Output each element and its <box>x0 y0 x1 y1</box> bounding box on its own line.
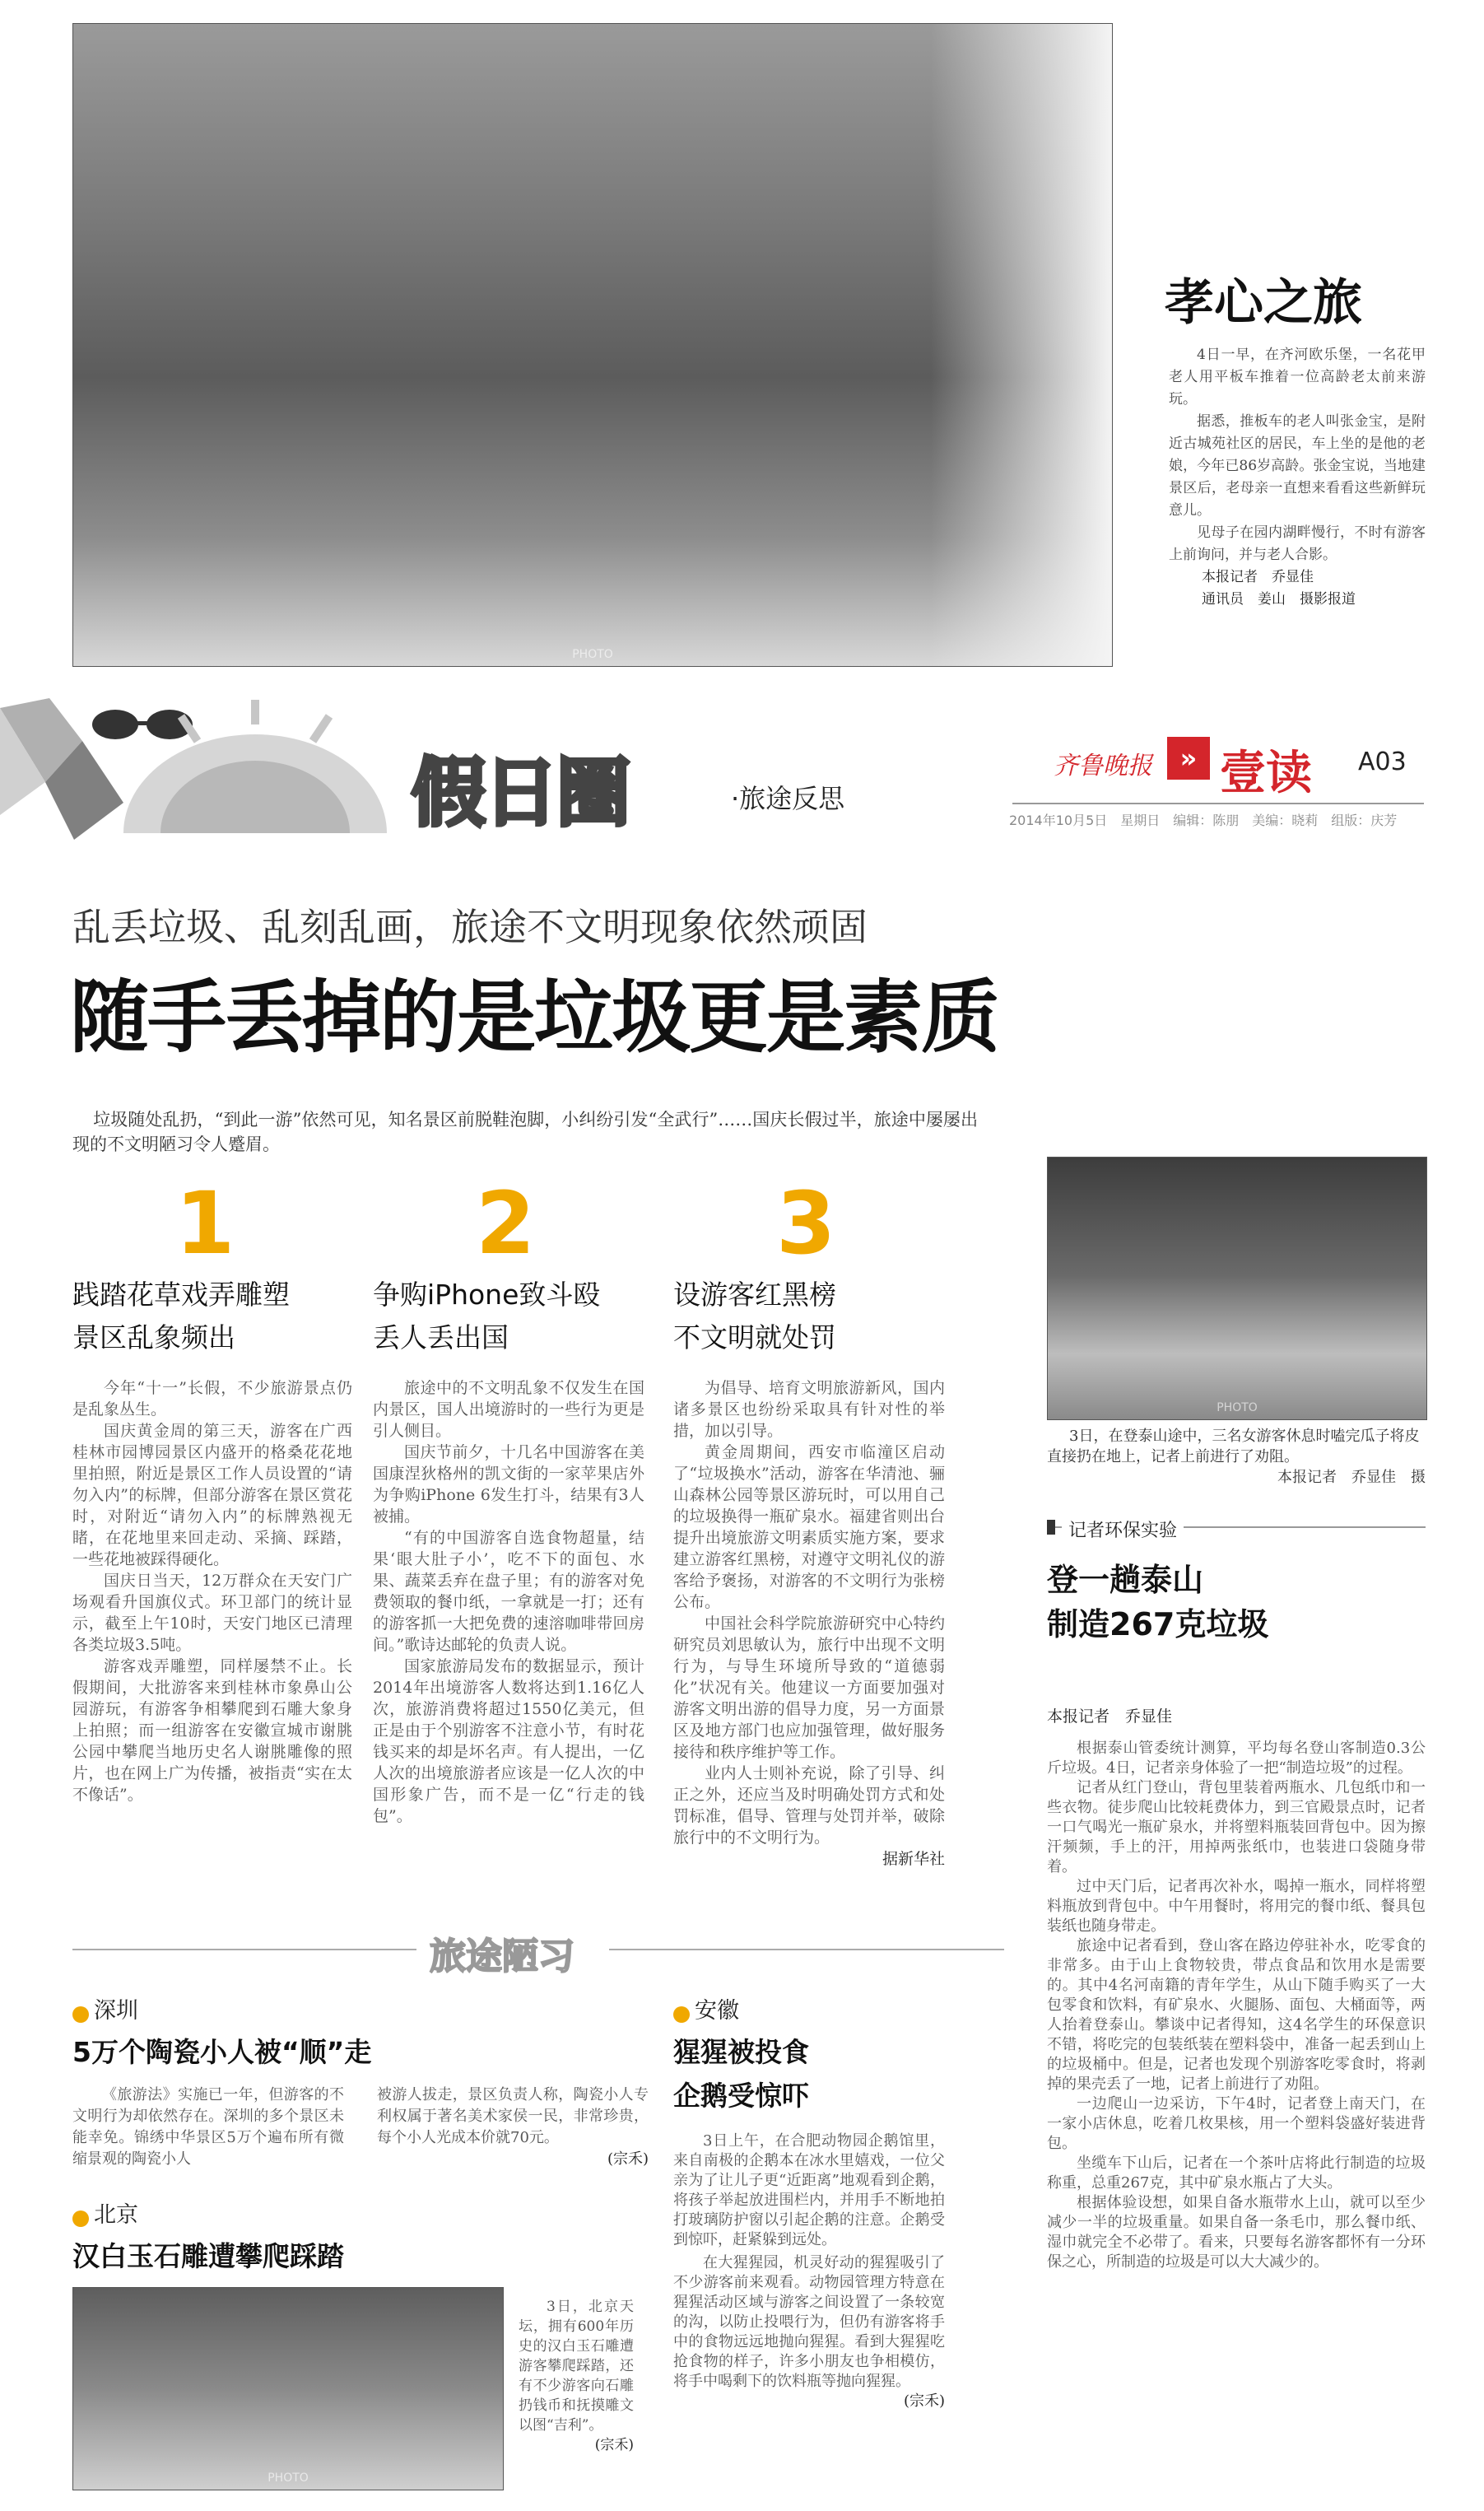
side-label-bar <box>1047 1520 1055 1535</box>
brief-text: 被游人拔走，景区负责人称，陶瓷小人专利权属于著名美术家侯一民，非常珍贵，每个小人光成本价就70元。 <box>377 2086 649 2146</box>
top-story-paragraph: 据悉，推板车的老人叫张金宝，是附近古城苑社区的居民，车上坐的是他的老娘，今年已86岁高龄。张金宝说，当地建景区后，老母亲一直想来看看这些新鲜玩意儿。 <box>1169 413 1426 519</box>
side-byline: 本报记者 乔显佳 <box>1047 1707 1173 1726</box>
side-paragraph: 坐缆车下山后，记者在一个茶叶店将此行制造的垃圾称重，总重267克，其中矿泉水瓶占了大头。 <box>1047 2155 1426 2192</box>
section-paragraph: 国庆日当天，12万群众在天安门广场观看升国旗仪式。环卫部门的统计显示，截至上午10时，天安门地区已清理各类垃圾3.5吨。 <box>72 1572 352 1654</box>
section-paragraph: “有的中国游客自选食物超量，结果‘眼大肚子小’，吃不下的面包、水果、蔬菜丢弃在盘子里；有的游客对免费领取的餐巾纸，一拿就是一打；还有的游客抓一大把免费的速溶咖啡带回房间。”歌诗达邮轮的负责人说。 <box>373 1529 644 1654</box>
brief-region <box>72 2197 649 2229</box>
brief-credit: (宗禾) <box>594 2437 634 2453</box>
brief-region-name: 安徽 <box>695 1998 739 2024</box>
section-title-line: 丢人丢出国 <box>373 1321 509 1353</box>
brief-text: 3日上午，在合肥动物园企鹅馆里，来自南极的企鹅本在冰水里嬉戏，一位父亲为了让儿子更“近距离”地观看到企鹅，将孩子举起放进围栏内，并用手不断地拍打玻璃防护窗以引起企鹅的注意。企鹅受到惊吓，赶紧躲到远处。 <box>673 2132 945 2248</box>
top-story-paragraph: 4日一早，在齐河欧乐堡，一名花甲老人用平板车推着一位高龄老太前来游玩。 <box>1169 347 1426 408</box>
section-paragraph: 游客戏弄雕塑，同样屡禁不止。长假期间，大批游客来到桂林市象鼻山公园游玩，有游客争相攀爬到石雕大象身上拍照；而一组游客在安徽宣城市谢朓公园中攀爬当地历史名人谢朓雕像的照片，也在网上广为传播，被指责“实在太不像话”。 <box>72 1657 352 1804</box>
section-paragraph: 国家旅游局发布的数据显示，预计2014年出境游客人数将达到1.16亿人次，旅游消费将超过1550亿美元，但正是由于个别游客不注意小节，有时花钱买来的却是坏名声。有人提出，一亿人次的出境旅游者应该是一亿人次的中国形象广告，而不是一亿“行走的钱包”。 <box>373 1657 644 1825</box>
section-number: 2 <box>476 1173 536 1274</box>
bottom-label-rule-left <box>72 1949 416 1950</box>
side-paragraph: 记者从红门登山，背包里装着两瓶水、几包纸巾和一些衣物。徒步爬山比较耗费体力，到三官殿景点时，记者一口气喝光一瓶矿泉水，并将塑料瓶装回背包中。因为擦汗频频，手上的汗，用掉两张纸巾，也装进口袋随身带着。 <box>1047 1779 1426 1875</box>
side-photo-caption-text: 3日，在登泰山途中，三名女游客休息时嗑完瓜子将皮直接扔在地上，记者上前进行了劝阻。 <box>1047 1428 1420 1465</box>
top-story-credit: 通讯员 姜山 摄影报道 <box>1202 591 1356 608</box>
brief-body <box>673 2131 945 2411</box>
brief-region-name: 深圳 <box>94 1998 138 2024</box>
section-paragraph: 国庆黄金周的第三天，游客在广西桂林市园博园景区内盛开的格桑花花地里拍照，附近是景区工作人员设置的“请勿入内”的标牌，但部分游客在景区赏花时，对附近“请勿入内”的标牌熟视无睹，在花地里来回走动、采摘、踩踏，一些花地被踩得硬化。 <box>72 1422 352 1568</box>
top-story-paragraph: 见母子在园内湖畔慢行，不时有游客上前询问，并与老人合影。 <box>1169 524 1426 563</box>
side-paragraph: 过中天门后，记者再次补水，喝掉一瓶水，同样将塑料瓶放到背包中。中午用餐时，将用完的餐巾纸、餐具包装纸也随身带走。 <box>1047 1878 1426 1935</box>
section-body <box>373 1377 644 1827</box>
side-photo-credit: 本报记者 乔显佳 摄 <box>1277 1469 1426 1486</box>
brief-text: 3日，北京天坛，拥有600年历史的汉白玉石雕遭游客攀爬踩踏，还有不少游客向石雕扔钱币和抚摸雕文以图“吉利”。 <box>519 2299 634 2434</box>
section-1 <box>72 1173 352 1805</box>
brief-region <box>72 1992 649 2024</box>
brief-title: 汉白玉石雕遭攀爬踩踏 <box>72 2240 344 2272</box>
section-paragraph: 为倡导、培育文明旅游新风，国内诸多景区也纷纷采取具有针对性的举措，加以引导。 <box>673 1379 945 1440</box>
masthead-sun-umbrella-graphic <box>0 692 428 840</box>
section-title-line: 争购iPhone致斗殴 <box>373 1279 601 1311</box>
side-paragraph: 根据泰山管委统计测算，平均每名登山客制造0.3公斤垃圾。4日，记者亲身体验了一把“制造垃圾”的过程。 <box>1047 1740 1426 1777</box>
region-dot-icon <box>72 2211 89 2227</box>
brief-text: 《旅游法》实施已一年，但游客的不文明行为却依然存在。深圳的多个景区未能幸免。锦绣中华景区5万个遍布所有微缩景观的陶瓷小人 <box>72 2086 344 2168</box>
beijing-body <box>519 2297 634 2455</box>
side-body <box>1047 1739 1426 2272</box>
subsection-title: ·旅途反思 <box>731 783 845 814</box>
side-title-line: 制造267克垃圾 <box>1047 1606 1269 1642</box>
brief-region <box>673 1992 945 2024</box>
top-story-byline: 本报记者 乔显佳 <box>1202 569 1314 585</box>
side-paragraph: 根据体验设想，如果自备水瓶带水上山，就可以至少减少一半的垃圾重量。如果自备一条毛巾，那么餐巾纸、湿巾就完全不必带了。看来，只要每名游客都怀有一分环保之心，所制造的垃圾是可以大大减少的。 <box>1047 2194 1426 2271</box>
brief-title-line: 企鹅受惊吓 <box>673 2080 809 2112</box>
top-photo: PHOTO <box>72 23 1113 667</box>
section-title-line: 不文明就处罚 <box>673 1321 836 1353</box>
side-photo-caption <box>1047 1426 1426 1488</box>
tag-chevron-icon: » <box>1167 737 1210 780</box>
brief-body <box>72 2085 649 2170</box>
section-title-line: 设游客红黑榜 <box>673 1279 836 1311</box>
section-title-line: 景区乱象频出 <box>72 1321 235 1353</box>
brief-title: 5万个陶瓷小人被“顺”走 <box>72 2036 372 2068</box>
brief-title-line: 猩猩被投食 <box>673 2036 809 2068</box>
side-paragraph: 旅途中记者看到，登山客在路边停驻补水，吃零食的非常多。由于山上食物较贵，带点食品和饮用水是需要的。其中4名河南籍的青年学生，从山下随手购买了一大包零食和饮料，有矿泉水、火腿肠、面包、大桶面等，两人抬着登泰山。攀谈中记者得知，这4名学生的环保意识不错，将吃完的包装纸装在塑料袋中，准备一起丢到山上的垃圾桶中。但是，记者也发现个别游客吃零食时，将剥掉的果壳丢了一地，记者上前进行了劝阻。 <box>1047 1937 1426 2093</box>
bottom-label: 旅途陋习 <box>430 1936 575 1978</box>
top-story-title: 孝心之旅 <box>1165 274 1362 332</box>
column-tag: 壹读 <box>1220 747 1312 800</box>
section-source: 据新华社 <box>882 1850 945 1868</box>
masthead-rule <box>1012 803 1424 804</box>
brief-shenzhen <box>72 1992 649 2170</box>
brief-anhui <box>673 1992 945 2411</box>
page-number: A03 <box>1358 748 1407 776</box>
section-title-line: 践踏花草戏弄雕塑 <box>72 1279 290 1311</box>
side-title <box>1047 1558 1268 1647</box>
section-paragraph: 中国社会科学院旅游研究中心特约研究员刘思敏认为，旅行中出现不文明行为，与导生环境所导致的“道德弱化”状况有关。他建议一方面要加强对游客文明出游的倡导力度，另一方面景区及地方部门也应加强管理，做好服务接待和秩序维护等工作。 <box>673 1614 945 1761</box>
section-body <box>673 1377 945 1870</box>
section-2 <box>373 1173 644 1827</box>
side-title-line: 登一趟泰山 <box>1047 1562 1204 1598</box>
brief-beijing <box>72 2197 649 2274</box>
side-paragraph: 一边爬山一边采访，下午4时，记者登上南天门，在一家小店休息，吃着几枚果核，用一个塑料袋盛好装进背包。 <box>1047 2095 1426 2152</box>
section-body <box>72 1377 352 1805</box>
side-label: 记者环保实验 <box>1062 1516 1184 1542</box>
region-dot-icon <box>72 2006 89 2023</box>
section-title: 假日圈 <box>412 750 629 836</box>
section-paragraph: 黄金周期间，西安市临潼区启动了“垃圾换水”活动，游客在华清池、骊山森林公园等景区游玩时，可以用自己的垃圾换得一瓶矿泉水。福建省则出台提升出境旅游文明素质实施方案，要求建立游客红黑榜，对遵守文明礼仪的游客给予褒扬，对游客的不文明行为张榜公布。 <box>673 1443 945 1611</box>
lead-text: 垃圾随处乱扔，“到此一游”依然可见，知名景区前脱鞋泡脚，小纠纷引发“全武行”……国庆长假过半，旅途中屡屡出现的不文明陋习令人蹙眉。 <box>72 1110 978 1154</box>
brief-region-name: 北京 <box>94 2202 138 2228</box>
lead-paragraph <box>72 1107 978 1157</box>
beijing-photo: PHOTO <box>72 2287 504 2490</box>
section-number: 1 <box>175 1173 235 1274</box>
brief-text: 在大猩猩园，机灵好动的猩猩吸引了不少游客前来观看。动物园管理方特意在猩猩活动区域与游客之间设置了一条较宽的沟，以防止投喂行为，但仍有游客将手中的食物远远地抛向猩猩。看到大猩猩吃抢食物的样子，许多小朋友也争相模仿，将手中喝剩下的饮料瓶等抛向猩猩。 <box>673 2254 945 2390</box>
section-3 <box>673 1173 945 1870</box>
region-dot-icon <box>673 2006 690 2023</box>
newspaper-logo: 齐鲁晚报 <box>1054 752 1152 780</box>
section-paragraph: 旅途中的不文明乱象不仅发生在国内景区，国人出境游时的一些行为更是引人侧目。 <box>373 1379 644 1440</box>
top-story-text <box>1169 344 1426 611</box>
section-paragraph: 业内人士则补充说，除了引导、纠正之外，还应当及时明确处罚方式和处罚标准，倡导、管理与处罚并举，破除旅行中的不文明行为。 <box>673 1764 945 1847</box>
brief-credit: (宗禾) <box>607 2150 649 2168</box>
side-photo: PHOTO <box>1047 1157 1427 1420</box>
headline-title: 随手丢掉的是垃圾更是素质 <box>70 971 998 1064</box>
section-paragraph: 今年“十一”长假，不少旅游景点仍是乱象丛生。 <box>72 1379 352 1419</box>
section-paragraph: 国庆节前夕，十几名中国游客在美国康涅狄格州的凯文街的一家苹果店外为争购iPhone 6发生打斗，结果有3人被捕。 <box>373 1443 644 1526</box>
headline-kicker: 乱丢垃圾、乱刻乱画，旅途不文明现象依然顽固 <box>72 905 868 949</box>
bottom-label-rule-right <box>609 1949 1004 1950</box>
issue-info: 2014年10月5日 星期日 编辑：陈朋 美编：晓莉 组版：庆芳 <box>1009 813 1398 828</box>
section-number: 3 <box>776 1173 836 1274</box>
brief-credit: (宗禾) <box>903 2392 945 2410</box>
